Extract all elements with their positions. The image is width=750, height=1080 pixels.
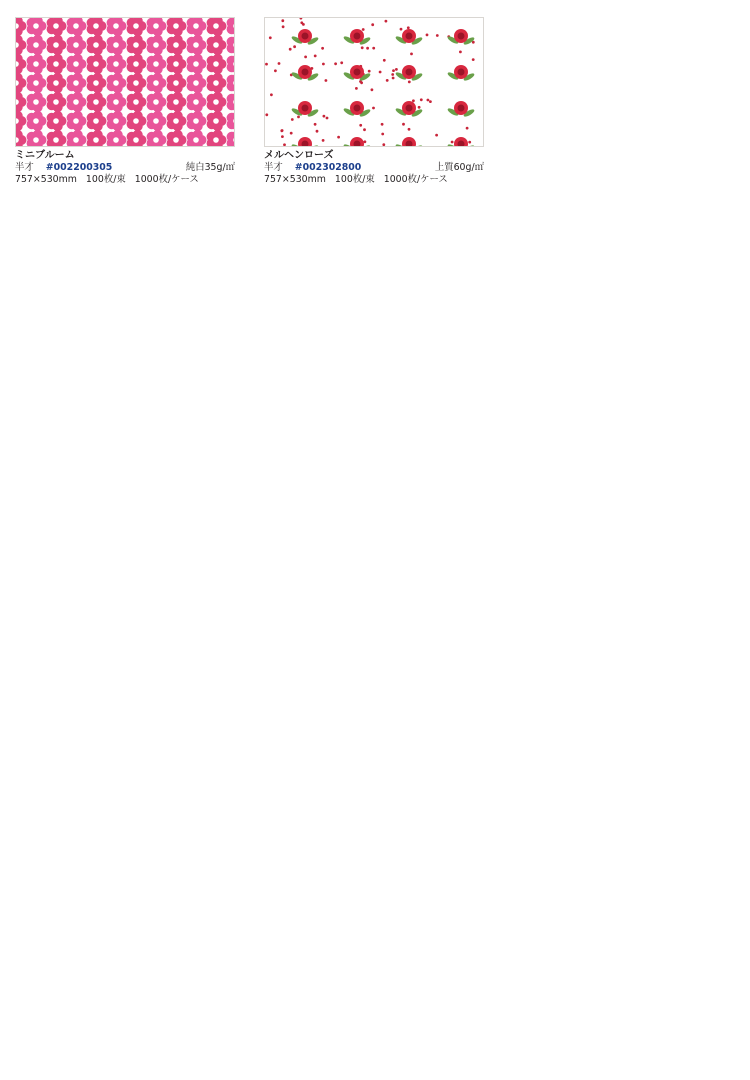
sheet-type: 半才 <box>264 162 283 173</box>
product-card <box>15 17 235 185</box>
variant-size-line <box>264 174 484 186</box>
variant-code-line <box>15 162 235 174</box>
variant-code-line <box>264 162 484 174</box>
paper-spec: 純白35g/㎡ <box>185 162 235 173</box>
paper-spec: 上質60g/㎡ <box>434 162 484 173</box>
sheet-size: 757×530mm <box>264 173 326 185</box>
per-bundle: 100枚/束 <box>334 173 375 185</box>
product-card <box>264 17 484 185</box>
sheet-size: 757×530mm <box>15 173 77 185</box>
variant-size-line <box>15 174 235 186</box>
per-case: 1000枚/ケース <box>383 173 448 185</box>
product-name: メルヘンローズ <box>264 150 334 161</box>
pattern-swatch-image <box>15 17 235 147</box>
per-case: 1000枚/ケース <box>134 173 199 185</box>
sheet-type: 半才 <box>15 162 34 173</box>
product-name: ミニブルーム <box>15 150 75 161</box>
pattern-swatch-image <box>264 17 484 147</box>
per-bundle: 100枚/束 <box>85 173 126 185</box>
product-code: #002200305 <box>45 162 113 173</box>
product-code: #002302800 <box>294 162 362 173</box>
